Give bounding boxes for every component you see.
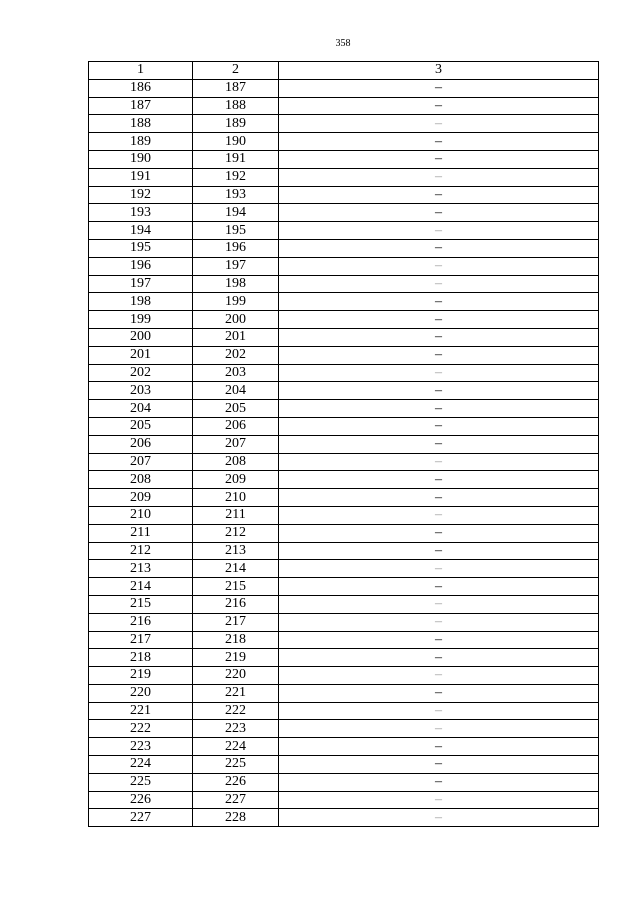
table-row (89, 115, 599, 133)
table-cell-col-2: 216 (193, 595, 279, 613)
table-cell-col-2: 200 (193, 311, 279, 329)
table-cell-col-3: – (279, 328, 599, 346)
table-cell-col-3: – (279, 97, 599, 115)
table-cell-col-3: – (279, 364, 599, 382)
table-cell-col-1: 220 (89, 684, 193, 702)
table-cell-col-3: – (279, 667, 599, 685)
table-row (89, 489, 599, 507)
table-cell-col-3: – (279, 204, 599, 222)
table-cell-col-1: 209 (89, 489, 193, 507)
table-cell-col-3: – (279, 524, 599, 542)
table-row (89, 257, 599, 275)
table-cell-col-3: – (279, 720, 599, 738)
table-cell-col-3: – (279, 684, 599, 702)
table-cell-col-1: 215 (89, 595, 193, 613)
page-number: 358 (335, 38, 351, 49)
table-row (89, 328, 599, 346)
table-row (89, 400, 599, 418)
table-row (89, 239, 599, 257)
table-cell-col-3: – (279, 275, 599, 293)
table-cell-col-3: – (279, 435, 599, 453)
table-cell-col-2: 212 (193, 524, 279, 542)
table-cell-col-2: 219 (193, 649, 279, 667)
table-cell-col-2: 228 (193, 809, 279, 827)
table-row (89, 542, 599, 560)
table-cell-col-1: 221 (89, 702, 193, 720)
table-cell-col-1: 211 (89, 524, 193, 542)
table-cell-col-3: – (279, 293, 599, 311)
table-row (89, 471, 599, 489)
table-row (89, 684, 599, 702)
table-cell-col-1: 189 (89, 133, 193, 151)
table-cell-col-1: 191 (89, 168, 193, 186)
table-cell-col-2: 192 (193, 168, 279, 186)
table-cell-col-2: 204 (193, 382, 279, 400)
table-cell-col-2: 220 (193, 667, 279, 685)
table-row (89, 667, 599, 685)
table-cell-col-2: 203 (193, 364, 279, 382)
table-cell-col-1: 214 (89, 578, 193, 596)
table-cell-col-2: 221 (193, 684, 279, 702)
header-row (89, 62, 599, 80)
table-row (89, 506, 599, 524)
table-cell-col-3: – (279, 560, 599, 578)
table-cell-col-1: 198 (89, 293, 193, 311)
table-cell-col-3: – (279, 115, 599, 133)
table-cell-col-3: – (279, 738, 599, 756)
table-row (89, 133, 599, 151)
table-cell-col-3: – (279, 222, 599, 240)
table-cell-col-3: – (279, 613, 599, 631)
table-row (89, 79, 599, 97)
table-row (89, 417, 599, 435)
table-row (89, 168, 599, 186)
table-row (89, 204, 599, 222)
table-cell-col-2: 207 (193, 435, 279, 453)
table-cell-col-1: 226 (89, 791, 193, 809)
table-cell-col-1: 227 (89, 809, 193, 827)
table-cell-col-1: 196 (89, 257, 193, 275)
table-cell-col-2: 209 (193, 471, 279, 489)
table-row (89, 720, 599, 738)
table-cell-col-1: 219 (89, 667, 193, 685)
table-header (89, 62, 599, 80)
table-cell-col-2: 198 (193, 275, 279, 293)
table-cell-col-1: 213 (89, 560, 193, 578)
table-row (89, 631, 599, 649)
table-row (89, 613, 599, 631)
table-cell-col-2: 210 (193, 489, 279, 507)
table-cell-col-2: 194 (193, 204, 279, 222)
table-cell-col-3: – (279, 649, 599, 667)
table-cell-col-1: 223 (89, 738, 193, 756)
table-cell-col-1: 186 (89, 79, 193, 97)
table-cell-col-3: – (279, 702, 599, 720)
table-cell-col-1: 222 (89, 720, 193, 738)
table-row (89, 756, 599, 774)
table-cell-col-1: 206 (89, 435, 193, 453)
table-cell-col-1: 216 (89, 613, 193, 631)
table-cell-col-1: 192 (89, 186, 193, 204)
table-cell-col-2: 191 (193, 150, 279, 168)
table-cell-col-2: 197 (193, 257, 279, 275)
table-cell-col-3: – (279, 311, 599, 329)
table-cell-col-1: 193 (89, 204, 193, 222)
table-cell-col-2: 187 (193, 79, 279, 97)
table-row (89, 809, 599, 827)
table-cell-col-1: 225 (89, 773, 193, 791)
table-row (89, 150, 599, 168)
table-cell-col-2: 222 (193, 702, 279, 720)
table-cell-col-1: 204 (89, 400, 193, 418)
table-cell-col-2: 215 (193, 578, 279, 596)
table-cell-col-1: 188 (89, 115, 193, 133)
table-cell-col-3: – (279, 631, 599, 649)
table-row (89, 222, 599, 240)
table-cell-col-1: 218 (89, 649, 193, 667)
table-cell-col-1: 200 (89, 328, 193, 346)
header-col-3: 3 (279, 62, 599, 80)
table-cell-col-2: 201 (193, 328, 279, 346)
table-row (89, 524, 599, 542)
header-col-1: 1 (89, 62, 193, 80)
table-row (89, 275, 599, 293)
table-cell-col-2: 213 (193, 542, 279, 560)
table-cell-col-1: 207 (89, 453, 193, 471)
table-row (89, 791, 599, 809)
table-cell-col-3: – (279, 239, 599, 257)
table-cell-col-1: 199 (89, 311, 193, 329)
table-cell-col-3: – (279, 578, 599, 596)
table-cell-col-2: 214 (193, 560, 279, 578)
table-cell-col-3: – (279, 809, 599, 827)
table-cell-col-3: – (279, 417, 599, 435)
table-row (89, 738, 599, 756)
table-cell-col-1: 210 (89, 506, 193, 524)
table-row (89, 453, 599, 471)
table-row (89, 293, 599, 311)
table-cell-col-3: – (279, 756, 599, 774)
table-cell-col-3: – (279, 186, 599, 204)
table-cell-col-1: 202 (89, 364, 193, 382)
table-cell-col-2: 195 (193, 222, 279, 240)
table-cell-col-2: 208 (193, 453, 279, 471)
table-cell-col-2: 225 (193, 756, 279, 774)
table-row (89, 595, 599, 613)
table-cell-col-2: 199 (193, 293, 279, 311)
header-col-2: 2 (193, 62, 279, 80)
table-cell-col-2: 223 (193, 720, 279, 738)
table-cell-col-3: – (279, 150, 599, 168)
table-cell-col-1: 224 (89, 756, 193, 774)
table-cell-col-3: – (279, 542, 599, 560)
table-row (89, 773, 599, 791)
table-cell-col-1: 208 (89, 471, 193, 489)
table-cell-col-2: 190 (193, 133, 279, 151)
table-cell-col-3: – (279, 471, 599, 489)
table-cell-col-1: 217 (89, 631, 193, 649)
table-cell-col-2: 218 (193, 631, 279, 649)
table-cell-col-2: 226 (193, 773, 279, 791)
table-cell-col-3: – (279, 382, 599, 400)
table-cell-col-3: – (279, 168, 599, 186)
table-row (89, 311, 599, 329)
table-cell-col-2: 224 (193, 738, 279, 756)
table-cell-col-1: 187 (89, 97, 193, 115)
table-cell-col-2: 193 (193, 186, 279, 204)
table-cell-col-3: – (279, 400, 599, 418)
table-cell-col-3: – (279, 595, 599, 613)
table-cell-col-2: 202 (193, 346, 279, 364)
table-row (89, 346, 599, 364)
table-cell-col-1: 197 (89, 275, 193, 293)
table-cell-col-2: 196 (193, 239, 279, 257)
table-cell-col-3: – (279, 346, 599, 364)
table-row (89, 97, 599, 115)
table-cell-col-3: – (279, 506, 599, 524)
table-cell-col-2: 227 (193, 791, 279, 809)
table-row (89, 364, 599, 382)
table-cell-col-1: 205 (89, 417, 193, 435)
table-cell-col-2: 205 (193, 400, 279, 418)
table-row (89, 578, 599, 596)
table-row (89, 649, 599, 667)
table-cell-col-3: – (279, 257, 599, 275)
table-row (89, 186, 599, 204)
table-cell-col-1: 201 (89, 346, 193, 364)
table-cell-col-1: 203 (89, 382, 193, 400)
table-cell-col-3: – (279, 773, 599, 791)
table-cell-col-1: 190 (89, 150, 193, 168)
data-table (88, 61, 599, 827)
table-cell-col-3: – (279, 453, 599, 471)
table-cell-col-1: 212 (89, 542, 193, 560)
table-cell-col-2: 189 (193, 115, 279, 133)
table-body (89, 79, 599, 826)
table-cell-col-3: – (279, 489, 599, 507)
table-cell-col-2: 188 (193, 97, 279, 115)
table-cell-col-2: 206 (193, 417, 279, 435)
table-cell-col-3: – (279, 79, 599, 97)
table-row (89, 435, 599, 453)
table-row (89, 702, 599, 720)
table-cell-col-2: 217 (193, 613, 279, 631)
table-cell-col-3: – (279, 133, 599, 151)
table-row (89, 560, 599, 578)
table-row (89, 382, 599, 400)
table-cell-col-3: – (279, 791, 599, 809)
table-cell-col-1: 195 (89, 239, 193, 257)
table-cell-col-1: 194 (89, 222, 193, 240)
table-cell-col-2: 211 (193, 506, 279, 524)
